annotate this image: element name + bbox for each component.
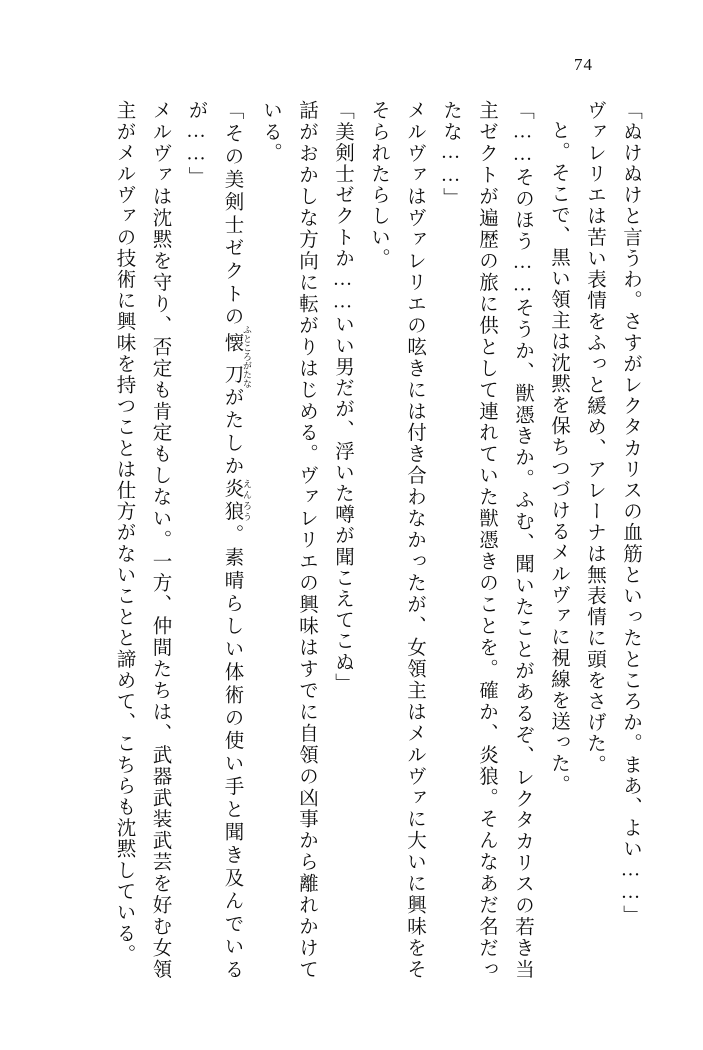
paragraph-3: と。そこで、黒い領主は沈黙を保ちつづけるメルヴァに視線を送った。 (548, 120, 569, 796)
ruby-reading-futokoro: ふところ (242, 324, 252, 361)
page-number: 74 (574, 55, 593, 74)
paragraph-2: ヴァレリエは苦い表情をふっと緩め、アレーナは無表情に頭をさげた。 (584, 100, 605, 776)
ruby-gatana (221, 360, 252, 388)
page-text-body (58, 100, 648, 980)
ruby-base-enrou: 炎狼 (221, 478, 243, 525)
ruby-reading-gatana: がたな (242, 360, 252, 388)
paragraph-8-part-b: がたしか (221, 384, 243, 479)
ruby-base-futokoro: 懐 (221, 324, 243, 361)
paragraph-6: 「美剣士ゼクトか……いい男だが、浮いた噂が聞こえてこぬ」 (332, 100, 353, 694)
paragraph-8 (178, 100, 253, 980)
paragraph-8-part-a: 「その美剣士ゼクトの (221, 100, 243, 329)
ruby-enrou (221, 478, 252, 525)
paragraph-1: 「ぬけぬけと言うわ。さすがレクタカリスの血筋といったところか。まあ、よい……」 (620, 100, 641, 926)
paragraph-9: メルヴァは沈黙を守り、否定も肯定もしない。一方、仲間たちは、武器武装武芸を好む女領主がメルヴァの技術に興味を持つことは仕方がないことと諦めて、こちらも沈黙している。 (113, 100, 171, 980)
ruby-reading-enrou: えんろう (242, 478, 252, 523)
ruby-base-gatana: 刀 (221, 360, 243, 388)
paragraph-7: 話がおかしな方向に転がりはじめる。ヴァレリエの興味はすでに自領の凶事から離れかけている。 (260, 100, 317, 980)
ruby-futokoro (221, 324, 252, 361)
paragraph-5: メルヴァはヴァレリエの呟きには付き合わなかったが、女領主はメルヴァに大いに興味をそそられたらしい。 (368, 100, 425, 980)
paragraph-8-part-c: 。素晴らしい体術の使い手と聞き及んでいるが……」 (185, 100, 243, 980)
paragraph-4: 「……そのほう……そうか、獣憑きか。ふむ、聞いたことがあるぞ、レクタカリスの若き当主ゼクトが遍歴の旅に供として連れていた獣憑きのことを。確か、炎狼。そんなあだ名だったな……」 (440, 100, 533, 980)
